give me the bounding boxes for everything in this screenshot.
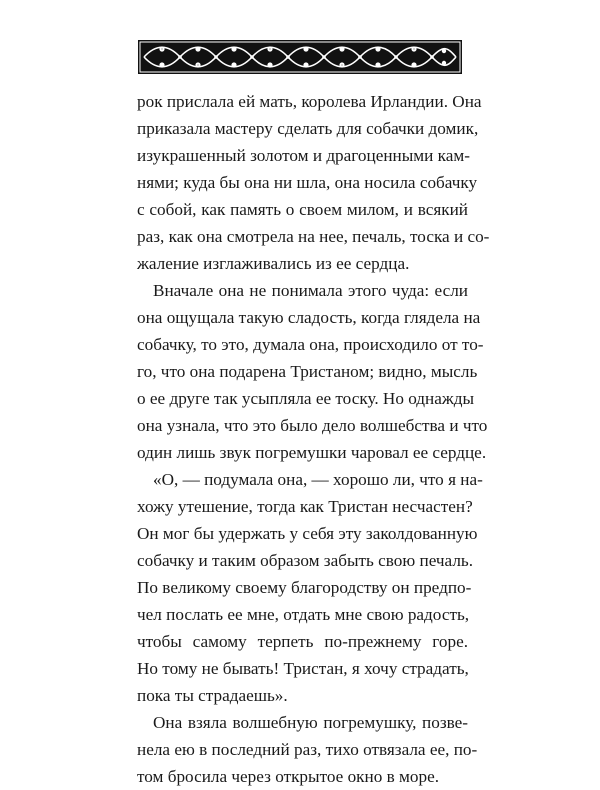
paragraph: [137, 277, 488, 466]
text-line: приказала мастеру сделать для собачки домик,: [137, 119, 479, 138]
paragraph: [137, 466, 483, 709]
floral-ornament-icon: [138, 40, 462, 74]
text-line: Она взяла волшебную погремушку, позве-: [153, 713, 468, 732]
text-line: Но тому не бывать! Тристан, я хочу страдать,: [137, 659, 469, 678]
text-line: собачку, то это, думала она, происходило от то-: [137, 335, 484, 354]
text-line: го, что она подарена Тристаном; видно, мысль: [137, 362, 478, 381]
text-line: она ощущала такую сладость, когда глядела на: [137, 308, 481, 327]
body-text: [137, 88, 490, 790]
text-line: чтобы самому терпеть по-прежнему горе.: [137, 632, 468, 651]
text-line: жаление изглаживались из ее сердца.: [137, 254, 410, 273]
text-line: изукрашенный золотом и драгоценными кам-: [137, 146, 470, 165]
text-line: рок прислала ей мать, королева Ирландии. Она: [137, 92, 482, 111]
text-line: чел послать ее мне, отдать мне свою радость,: [137, 605, 470, 624]
text-line: нела ею в последний раз, тихо отвязала ее, по-: [137, 740, 478, 759]
text-line: Он мог бы удержать у себя эту заколдованную: [137, 524, 478, 543]
text-line: «О, — подумала она, — хорошо ли, что я на-: [153, 470, 483, 489]
text-line: нями; куда бы она ни шла, она носила собачку: [137, 173, 478, 192]
paragraph: [137, 88, 490, 277]
text-line: раз, как она смотрела на нее, печаль, тоска и со-: [137, 227, 490, 246]
text-line: один лишь звук погремушки чаровал ее сердце.: [137, 443, 487, 462]
text-line: Вначале она не понимала этого чуда: если: [153, 281, 468, 300]
text-line: она узнала, что это было дело волшебства и что: [137, 416, 488, 435]
text-line: По великому своему благородству он предпо-: [137, 578, 472, 597]
text-line: с собой, как память о своем милом, и всякий: [137, 200, 468, 219]
text-line: пока ты страдаешь».: [137, 686, 288, 705]
text-line: хожу утешение, тогда как Тристан несчастен?: [137, 497, 473, 516]
text-line: собачку и таким образом забыть свою печаль.: [137, 551, 474, 570]
text-line: о ее друге так усыпляла ее тоску. Но однажды: [137, 389, 475, 408]
text-line: том бросила через открытое окно в море.: [137, 767, 440, 786]
